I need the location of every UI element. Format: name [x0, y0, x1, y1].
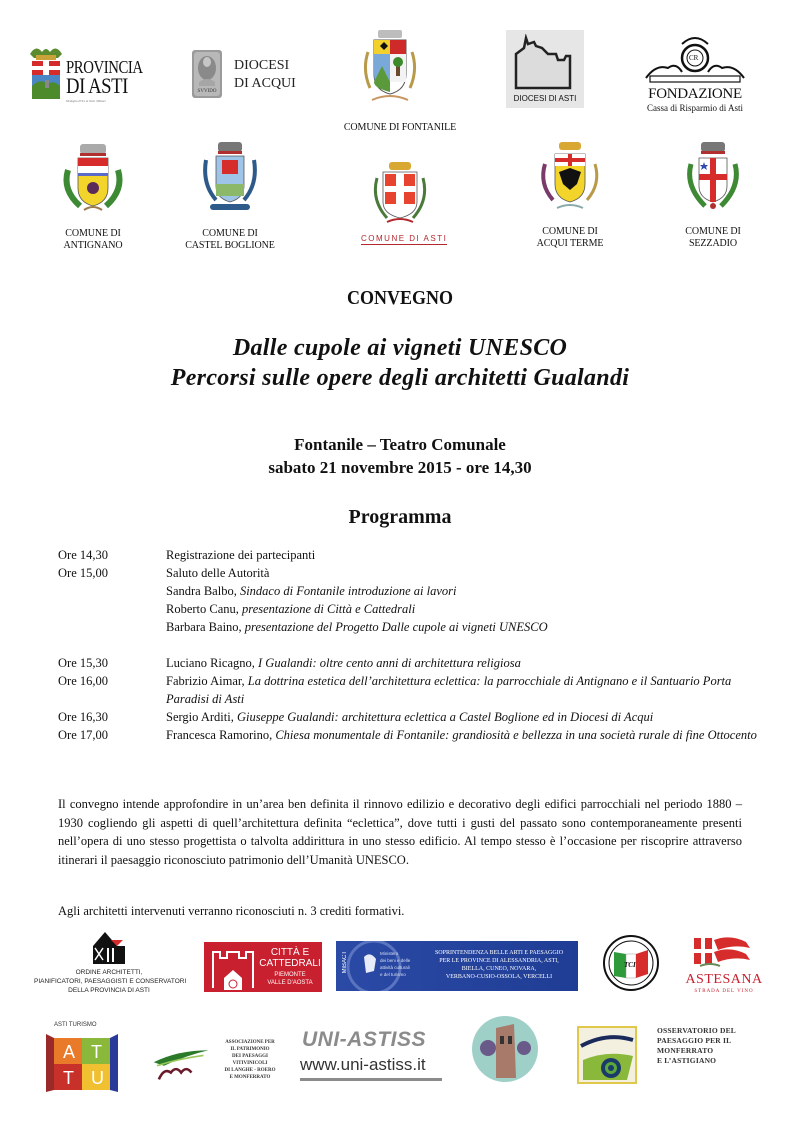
program-row: [58, 546, 758, 564]
castel-boglione-coat-of-arms-icon: [200, 140, 260, 215]
provincia-asti-line2: DI ASTI: [66, 73, 128, 98]
logo-comune-asti: [355, 160, 448, 250]
uni-astiss-url: www.uni-astiss.it: [300, 1055, 426, 1074]
program-time: Ore 15,30: [58, 656, 108, 670]
diocesi-acqui-line1: DIOCESI: [234, 58, 290, 73]
program-topic: Sindaco di Fontanile introduzione ai lavori: [239, 584, 457, 598]
program-speaker: Sandra Balbo,: [166, 584, 240, 598]
comune-sezzadio-line1: COMUNE DI: [685, 226, 741, 237]
citta-cattedrali-title2: CATTEDRALI: [259, 958, 321, 969]
fondazione-monogram: CR: [689, 54, 699, 62]
logo-fondazione-crasti: [640, 34, 750, 114]
logo-ordine-architetti: [34, 930, 187, 1000]
soprintendenza-line: VERBANO-CUSIO-OSSOLA, VERCELLI: [445, 974, 553, 980]
provincia-asti-crest-icon: [28, 44, 64, 102]
program-row: [58, 618, 758, 636]
fondazione-title: FONDAZIONE: [648, 86, 742, 102]
program-row: [58, 582, 758, 600]
soprintendenza-line: SOPRINTENDENZA BELLE ARTI E PAESAGGIO: [434, 950, 564, 956]
program-row: [58, 726, 758, 744]
logo-diocesi-acqui: [192, 50, 302, 106]
credits-note: Agli architetti intervenuti verranno riconosciuti n. 3 crediti formativi.: [58, 904, 405, 918]
program-list: [58, 546, 758, 744]
diocesi-acqui-line2: DI ACQUI: [234, 76, 296, 91]
comune-castel-boglione-line1: COMUNE DI: [202, 228, 258, 239]
comune-sezzadio-line2: SEZZADIO: [688, 238, 738, 249]
uni-astiss-underline: [300, 1078, 442, 1081]
logo-comune-fontanile: [330, 30, 470, 140]
associazione-leaf-grapes-icon: [152, 1044, 212, 1084]
program-speaker: Sergio Arditi,: [166, 710, 237, 724]
associazione-line: IL PATRIMONIO: [230, 1047, 270, 1052]
mibact-side-label: MiBACT: [342, 951, 348, 974]
citta-cattedrali-title1: CITTÀ E: [270, 947, 310, 958]
asti-turismo-blocks-icon: [44, 1032, 120, 1094]
acqui-terme-coat-of-arms-icon: [535, 140, 605, 215]
associazione-line: DEI PAESAGGI: [232, 1054, 268, 1059]
comune-acqui-terme-line1: COMUNE DI: [542, 226, 598, 237]
program-topic: presentazione di Città e Cattedrali: [242, 602, 416, 616]
associazione-line: ASSOCIAZIONE PER: [225, 1040, 275, 1045]
logo-osservatorio-paesaggio: [577, 1026, 777, 1086]
event-venue: Fontanile – Teatro Comunale: [294, 435, 506, 454]
program-row: [58, 564, 758, 582]
astesana-flag-icon: [690, 934, 756, 970]
program-time: Ore 17,00: [58, 728, 108, 742]
fontanile-coat-of-arms-icon: [360, 30, 420, 112]
mibact-ministry-line: dei beni e delle: [380, 958, 411, 963]
uni-astiss-title: UNI-ASTISS: [302, 1028, 427, 1051]
associazione-line: DI LANGHE - ROERO: [224, 1068, 276, 1073]
event-title-line2: Percorsi sulle opere degli architetti Gualandi: [170, 365, 630, 391]
event-title-line1: Dalle cupole ai vigneti UNESCO: [232, 335, 568, 361]
mibact-ministry-line: attività culturali: [380, 965, 410, 970]
program-speaker: Barbara Baino,: [166, 620, 245, 634]
ordine-architetti-line2: PIANIFICATORI, PAESAGGISTI E CONSERVATORI: [34, 978, 187, 985]
logo-comune-antignano: [48, 140, 138, 255]
asti-turismo-top: ASTI TURISMO: [54, 1022, 97, 1028]
logo-uni-astiss: [298, 1028, 448, 1084]
osservatorio-line: PAESAGGIO PER IL: [657, 1036, 732, 1045]
program-topic: Chiesa monumentale di Fontanile: grandiosità e bellezza in una società rurale di fine Ottocento: [275, 728, 757, 742]
logo-soprintendenza: [336, 941, 578, 991]
logo-astesana: [684, 934, 764, 998]
program-topic: presentazione del Progetto Dalle cupole ai vigneti UNESCO: [244, 620, 548, 634]
program-time: Ore 16,30: [58, 710, 108, 724]
program-row: [58, 600, 758, 618]
comune-fontanile-caption: COMUNE DI FONTANILE: [343, 122, 457, 133]
logo-tci: [602, 934, 662, 994]
provincia-asti-line1: PROVINCIA: [66, 57, 143, 77]
program-topic: I Gualandi: oltre cento anni di architettura religiosa: [258, 656, 521, 670]
fondazione-subtitle: Cassa di Risparmio di Asti: [646, 103, 743, 113]
logo-citta-cattedrali: [204, 942, 322, 992]
program-heading: Programma: [348, 506, 452, 528]
ordine-architetti-line3: DELLA PROVINCIA DI ASTI: [68, 987, 150, 994]
antignano-coat-of-arms-icon: [58, 140, 128, 215]
event-datetime: sabato 21 novembre 2015 - ore 14,30: [268, 458, 532, 477]
logo-tower-vineyard: [470, 1014, 540, 1084]
logo-associazione-paesaggi: [152, 1040, 286, 1102]
associazione-line: VITIVINICOLI: [232, 1061, 268, 1066]
program-item: Registrazione dei partecipanti: [166, 548, 316, 562]
program-speaker: Roberto Canu,: [166, 602, 243, 616]
program-row: [58, 708, 758, 726]
program-topic: La dottrina estetica dell’architettura eclettica: la parrocchiale di Antignano e il Santuario Porta Paradisi di Asti: [166, 674, 732, 706]
asti-turismo-letter: T: [91, 1042, 102, 1062]
program-speaker: Fabrizio Aimar,: [166, 674, 248, 688]
program-speaker: Luciano Ricagno,: [166, 656, 258, 670]
tci-monogram: TCI: [624, 961, 636, 969]
program-time: Ore 14,30: [58, 548, 108, 562]
diocesi-asti-skyline-icon: [512, 34, 578, 90]
mibact-ministry-line: Ministero: [380, 951, 399, 956]
bell-tower-icon: [470, 1014, 540, 1084]
ordine-architetti-line1: ORDINE ARCHITETTI,: [75, 969, 143, 976]
citta-cattedrali-sub1: PIEMONTE: [274, 972, 306, 978]
citta-cattedrali-sub2: VALLE D'AOSTA: [267, 980, 313, 986]
event-description: Il convegno intende approfondire in un’area ben definita il rinnovo edilizio e decorativo degli edifici parrocchiali nel periodo 1880 – 1930 cogliendo gli aspetti di quell’architettura definita “eclettica”, dove tutti i gusti del passato sono contemporaneamente presenti nell’opera di uno stesso progettista o talvolta addirittura in uno stesso edificio. Al tempo stesso è l’occasione per riscoprire attraverso itinerari il paesaggio riconosciuto patrimonio dell’Umanità UNESCO.: [58, 797, 742, 867]
sezzadio-coat-of-arms-icon: [683, 140, 743, 215]
comune-antignano-line1: COMUNE DI: [65, 228, 121, 239]
associazione-line: E MONFERRATO: [229, 1075, 271, 1080]
osservatorio-line: E L’ASTIGIANO: [657, 1056, 717, 1065]
astesana-title: ASTESANA: [685, 972, 763, 987]
program-item: Saluto delle Autorità: [166, 566, 270, 580]
citta-cattedrali-castle-icon: [210, 946, 256, 990]
comune-antignano-line2: ANTIGNANO: [63, 240, 123, 251]
program-time: Ore 16,00: [58, 674, 108, 688]
comune-castel-boglione-line2: CASTEL BOGLIONE: [185, 240, 275, 251]
logo-comune-castel-boglione: [175, 140, 285, 255]
program-time: Ore 15,00: [58, 566, 108, 580]
astesana-subtitle: STRADA DEL VINO: [694, 989, 754, 994]
program-row: [58, 654, 758, 672]
ordine-architetti-house-icon: [89, 930, 129, 966]
asti-turismo-letter: U: [91, 1068, 104, 1088]
asti-turismo-letter: T: [63, 1068, 74, 1088]
logo-provincia-asti: [28, 44, 148, 106]
diocesi-acqui-seal-text: SVVIDO: [197, 89, 217, 94]
asti-turismo-letter: A: [63, 1042, 76, 1062]
osservatorio-line: OSSERVATORIO DEL: [657, 1026, 737, 1035]
program-topic: Giuseppe Gualandi: architettura eclettica a Castel Boglione ed in Diocesi di Acqui: [236, 710, 654, 724]
provincia-asti-tagline: Medaglia d'Oro al Valor Militare: [66, 99, 106, 103]
comune-acqui-terme-line2: ACQUI TERME: [536, 238, 604, 249]
logo-diocesi-asti: [506, 30, 584, 108]
soprintendenza-line: BIELLA, CUNEO, NOVARA,: [461, 966, 537, 972]
logo-comune-acqui-terme: [520, 140, 620, 255]
program-row: [58, 672, 758, 708]
osservatorio-eye-icon: [577, 1026, 637, 1084]
program-speaker: Francesca Ramorino,: [166, 728, 276, 742]
osservatorio-line: MONFERRATO: [657, 1046, 714, 1055]
comune-asti-caption: COMUNE DI ASTI: [361, 234, 448, 243]
mibact-ministry-line: e del turismo: [380, 972, 406, 977]
logo-comune-sezzadio: [668, 140, 758, 255]
soprintendenza-line: PER LE PROVINCE DI ALESSANDRIA, ASTI,: [439, 958, 559, 964]
event-kind-heading: CONVEGNO: [346, 287, 454, 309]
comune-asti-coat-of-arms-icon: [369, 160, 431, 228]
diocesi-asti-caption: DIOCESI DI ASTI: [513, 94, 577, 103]
logo-asti-turismo: [44, 1022, 124, 1102]
